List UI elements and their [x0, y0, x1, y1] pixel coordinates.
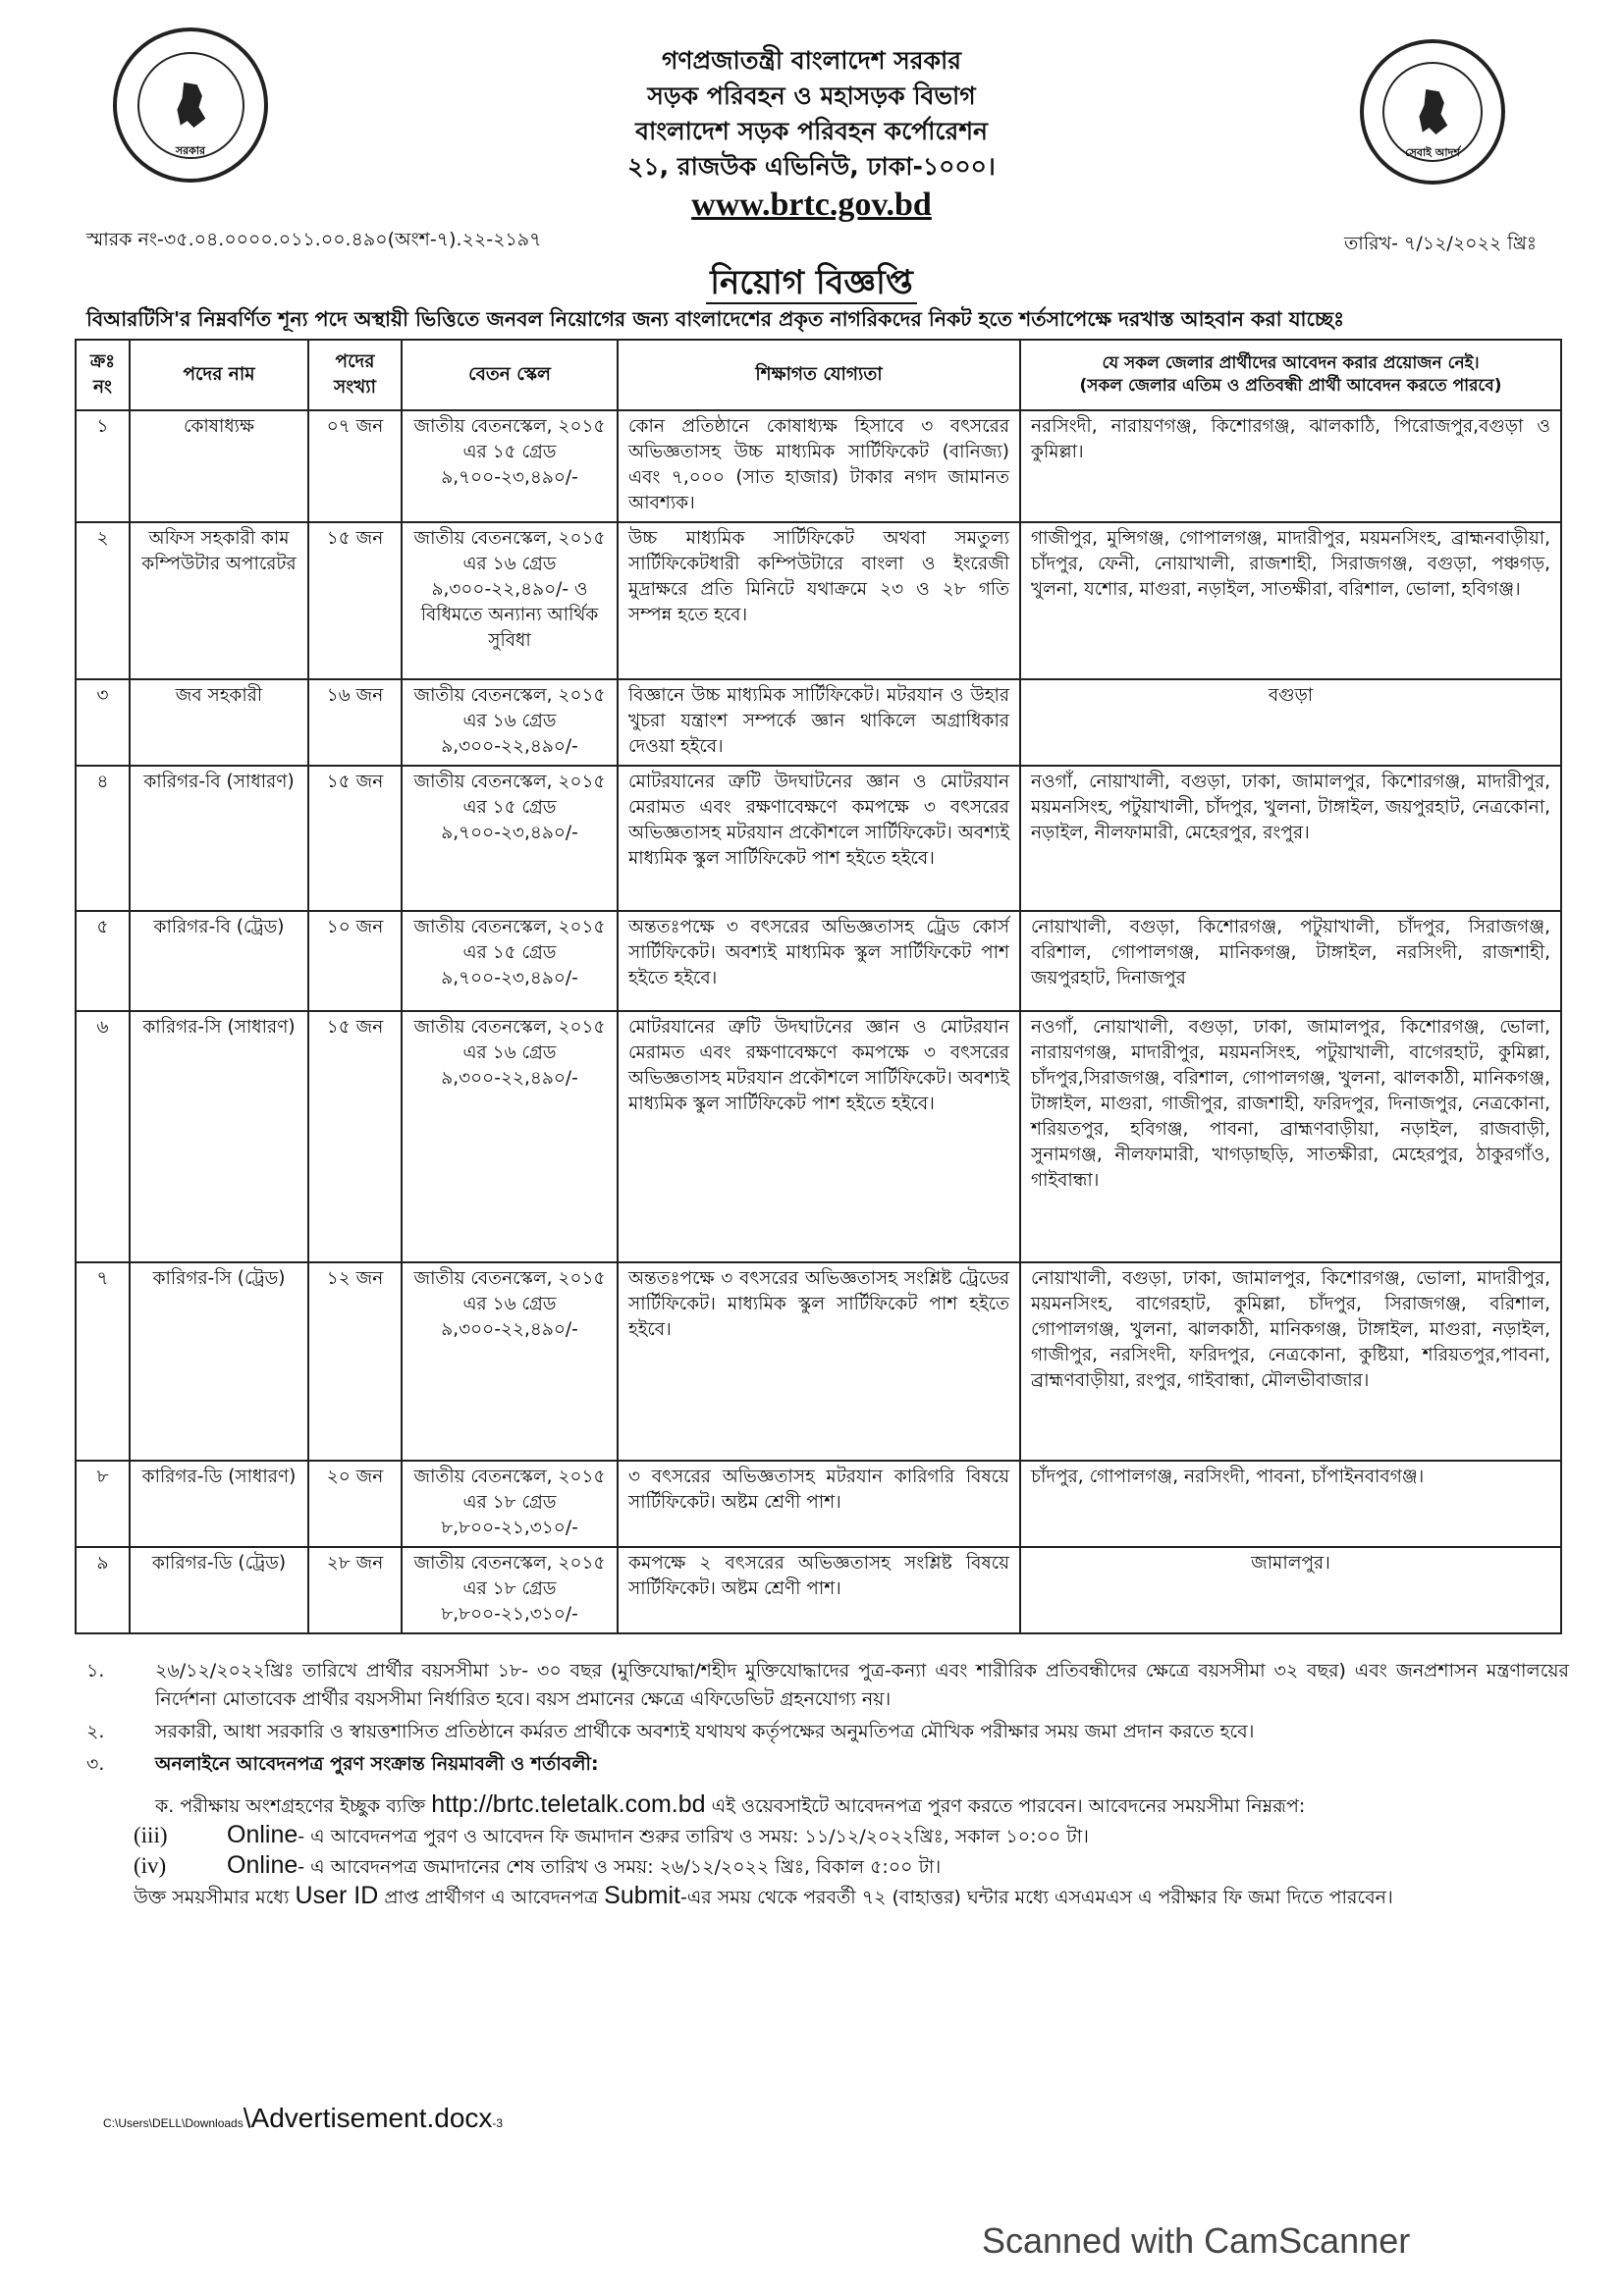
- cell-count: ১৫ জন: [308, 766, 402, 911]
- camscanner-watermark: Scanned with CamScanner: [982, 2220, 1411, 2261]
- note-3: ৩. অনলাইনে আবেদনপত্র পুরণ সংক্রান্ত নিয়মাবলী ও শর্তাবলী:: [86, 1753, 599, 1775]
- cell-count: ২৮ জন: [308, 1547, 402, 1633]
- cell-count: ১০ জন: [308, 911, 402, 1011]
- page-title: নিয়োগ বিজ্ঞপ্তি: [0, 257, 1623, 313]
- cell-sl: ৪: [76, 766, 130, 911]
- vacancy-table: [75, 339, 1562, 1634]
- cell-pay: জাতীয় বেতনস্কেল, ২০১৫ এর ১৬ গ্রেড ৯,৩০০-২২,৪৯০/-: [402, 1011, 618, 1262]
- cell-districts: বগুড়া: [1020, 679, 1561, 766]
- cell-edu: মোটরযানের ত্রুটি উদঘাটনের জ্ঞান ও মোটরযান মেরামত এবং রক্ষণাবেক্ষণে কমপক্ষে ৩ বৎসরের অভিজ্ঞতাসহ মটরযান প্রকৌশলে সার্টিফিকেট। অবশ্যই মাধ্যমিক স্কুল সার্টিফিকেট পাশ হইতে হইবে।: [618, 766, 1020, 911]
- cell-pay: জাতীয় বেতনস্কেল, ২০১৫ এর ১৮ গ্রেড ৮,৮০০-২১,৩১০/-: [402, 1461, 618, 1547]
- cell-edu: মোটরযানের ত্রুটি উদঘাটনের জ্ঞান ও মোটরযান মেরামত এবং রক্ষণাবেক্ষণে কমপক্ষে ৩ বৎসরের অভিজ্ঞতাসহ মটরযান প্রকৌশলে সার্টিফিকেট। অবশ্যই মাধ্যমিক স্কুল সার্টিফিকেট পাশ হইতে হইবে।: [618, 1011, 1020, 1262]
- cell-edu: উচ্চ মাধ্যমিক সার্টিফিকেট অথবা সমতুল্য সার্টিফিকেটধারী কম্পিউটারে বাংলা ও ইংরেজী মুদ্রাক্ষরে প্রতি মিনিটে যথাক্রমে ২৩ ও ২৮ গতি সম্পন্ন হতে হবে।: [618, 522, 1020, 679]
- cell-sl: ৯: [76, 1547, 130, 1633]
- note-2: ২. সরকারী, আধা সরকারি ও স্বায়ত্তশাসিত প্রতিষ্ঠানে কর্মরত প্রার্থীকে অবশ্যই যথাযথ কর্তৃপক্ষের অনুমতিপত্র মৌখিক পরীক্ষার সময় জমা প্রদান করতে হবে।: [86, 1721, 1255, 1742]
- teletalk-link[interactable]: http://brtc.teletalk.com.bd: [431, 1790, 706, 1818]
- cell-pay: জাতীয় বেতনস্কেল, ২০১৫ এর ১৬ গ্রেড ৯,৩০০-২২,৪৯০/- ও বিধিমতে অন্যান্য আর্থিক সুবিধা: [402, 522, 618, 679]
- memo-number: স্মারক নং-৩৫.০৪.০০০০.০১১.০০.৪৯০(অংশ-৭).২২-২১৯৭: [86, 229, 542, 250]
- cell-districts: গাজীপুর, মুন্সিগঞ্জ, গোপালগঞ্জ, মাদারীপুর, ময়মনসিংহ, ব্রাহ্মনবাড়ীয়া, চাঁদপুর, ফেনী, নোয়াখালী, রাজশাহী, সিরাজগঞ্জ, বগুড়া, পঞ্চগড়, খুলনা, যশোর, মাগুরা, নড়াইল, সাতক্ষীরা, বরিশাল, ভোলা, হবিগঞ্জ।: [1020, 522, 1561, 679]
- notes-section: [86, 1657, 1569, 1912]
- left-logo-text: সরকার: [175, 144, 206, 157]
- cell-edu: অন্ততঃপক্ষে ৩ বৎসরের অভিজ্ঞতাসহ সংশ্লিষ্ট ট্রেডের সার্টিফিকেট। মাধ্যমিক স্কুল সার্টিফিকেট পাশ হইতে হইবে।: [618, 1262, 1020, 1461]
- cell-edu: ৩ বৎসরের অভিজ্ঞতাসহ মটরযান কারিগরি বিষয়ে সার্টিফিকেট। অষ্টম শ্রেণী পাশ।: [618, 1461, 1020, 1547]
- cell-pay: জাতীয় বেতনস্কেল, ২০১৫ এর ১৬ গ্রেড ৯,৩০০-২২,৪৯০/-: [402, 679, 618, 766]
- cell-count: ১২ জন: [308, 1262, 402, 1461]
- cell-post: কোষাধ্যক্ষ: [130, 410, 308, 522]
- cell-pay: জাতীয় বেতনস্কেল, ২০১৫ এর ১৬ গ্রেড ৯,৩০০-২২,৪৯০/-: [402, 1262, 618, 1461]
- note-1: ১. ২৬/১২/২০২২খ্রিঃ তারিখে প্রার্থীর বয়সসীমা ১৮- ৩০ বছর (মুক্তিযোদ্ধা/শহীদ মুক্তিযোদ্ধাদের পুত্র-কন্যা এবং শারীরিক প্রতিবন্ধীদের ক্ষেত্রে বয়সসীমা ৩২ বছর) এবং জনপ্রশাসন মন্ত্রণালয়ের নির্দেশনা মোতাবেক প্রার্থীর বয়সসীমা নির্ধারিত হবে। বয়স প্রমানের ক্ষেত্রে এফিডেভিট গ্রহনযোগ্য নয়।: [86, 1660, 1569, 1710]
- cell-count: ২০ জন: [308, 1461, 402, 1547]
- note-3-final: উক্ত সময়সীমার মধ্যে User ID প্রাপ্ত প্রার্থীগণ এ আবেদনপত্র Submit-এর সময় থেকে পরবর্তী ৭২ (বাহাত্তর) ঘন্টার মধ্যে এসএমএস এ পরীক্ষার ফি জমা দিতে পারবেন।: [134, 1882, 1393, 1909]
- cell-pay: জাতীয় বেতনস্কেল, ২০১৫ এর ১৫ গ্রেড ৯,৭০০-২৩,৪৯০/-: [402, 410, 618, 522]
- note-3-iv: (iv) Online- এ আবেদনপত্র জমাদানের শেষ তারিখ ও সময়: ২৬/১২/২০২২ খ্রিঃ, বিকাল ৫:০০ টা।: [134, 1851, 942, 1879]
- cell-count: ১৫ জন: [308, 522, 402, 679]
- cell-post: কারিগর-বি (সাধারণ): [130, 766, 308, 911]
- table-header-row: [76, 340, 1561, 410]
- table-row: [76, 766, 1561, 911]
- table-row: [76, 1461, 1561, 1547]
- col-header-districts: যে সকল জেলার প্রার্থীদের আবেদন করার প্রয়োজন নেই। (সকল জেলার এতিম ও প্রতিবন্ধী প্রার্থী আবেদন করতে পারবে): [1020, 340, 1561, 410]
- cell-count: ১৬ জন: [308, 679, 402, 766]
- intro-text: বিআরটিসি'র নিম্নবর্ণিত শূন্য পদে অস্থায়ী ভিত্তিতে জনবল নিয়োগের জন্য বাংলাদেশের প্রকৃত নাগরিকদের নিকট হতে শর্তসাপেক্ষে দরখাস্ত আহবান করা যাচ্ছেঃ: [86, 307, 1345, 331]
- cell-sl: ৭: [76, 1262, 130, 1461]
- cell-count: ০৭ জন: [308, 410, 402, 522]
- cell-sl: ১: [76, 410, 130, 522]
- header-corporation: বাংলাদেশ সড়ক পরিবহন কর্পোরেশন: [635, 117, 988, 145]
- cell-districts: নরসিংদী, নারায়ণগঞ্জ, কিশোরগঞ্জ, ঝালকাঠি, পিরোজপুর,বগুড়া ও কুমিল্লা।: [1020, 410, 1561, 522]
- cell-districts: নওগাঁ, নোয়াখালী, বগুড়া, ঢাকা, জামালপুর, কিশোরগঞ্জ, মাদারীপুর, ময়মনসিংহ, পটুয়াখালী, চাঁদপুর, খুলনা, টাঙ্গাইল, জয়পুরহাট, নেত্রকোনা, নড়াইল, নীলফামারী, মেহেরপুর, রংপুর।: [1020, 766, 1561, 911]
- cell-post: জব সহকারী: [130, 679, 308, 766]
- cell-edu: বিজ্ঞানে উচ্চ মাধ্যমিক সার্টিফিকেট। মটরযান ও উহার খুচরা যন্ত্রাংশ সম্পর্কে জ্ঞান থাকিলে অগ্রাধিকার দেওয়া হইবে।: [618, 679, 1020, 766]
- cell-sl: ৩: [76, 679, 130, 766]
- header-division: সড়ক পরিবহন ও মহাসড়ক বিভাগ: [647, 81, 976, 110]
- cell-post: কারিগর-ডি (ট্রেড): [130, 1547, 308, 1633]
- cell-edu: অন্ততঃপক্ষে ৩ বৎসরের অভিজ্ঞতাসহ ট্রেড কোর্স সার্টিফিকেট। অবশ্যই মাধ্যমিক স্কুল সার্টিফিকেট পাশ হইতে হইবে।: [618, 911, 1020, 1011]
- col-header-pay: বেতন স্কেল: [402, 340, 618, 410]
- cell-districts: নোয়াখালী, বগুড়া, ঢাকা, জামালপুর, কিশোরগঞ্জ, ভোলা, মাদারীপুর, ময়মনসিংহ, বাগেরহাট, কুমিল্লা, চাঁদপুর, সিরাজগঞ্জ, বরিশাল, গোপালগঞ্জ, খুলনা, ঝালকাঠী, মানিকগঞ্জ, টাঙ্গাইল, মাগুরা, নড়াইল, গাজীপুর, নরসিংদী, ফরিদপুর, নেত্রকোনা, কুষ্টিয়া, শরিয়তপুর,পাবনা, ব্রাহ্মণবাড়ীয়া, রংপুর, গাইবান্ধা, মৌলভীবাজার।: [1020, 1262, 1561, 1461]
- cell-sl: ৬: [76, 1011, 130, 1262]
- table-row: [76, 522, 1561, 679]
- col-header-post: পদের নাম: [130, 340, 308, 410]
- table-row: [76, 1011, 1561, 1262]
- table-row: [76, 1547, 1561, 1633]
- notice-date: তারিখ- ৭/১২/২০২২ খ্রিঃ: [1343, 233, 1537, 254]
- header-govt: গণপ্রজাতন্ত্রী বাংলাদেশ সরকার: [662, 46, 961, 75]
- file-path-footer: C:\Users\DELL\Downloads\Advertisement.docx-3: [103, 2103, 504, 2133]
- cell-post: কারিগর-বি (ট্রেড): [130, 911, 308, 1011]
- cell-districts: নোয়াখালী, বগুড়া, কিশোরগঞ্জ, পটুয়াখালী, চাঁদপুর, সিরাজগঞ্জ, বরিশাল, গোপালগঞ্জ, মানিকগঞ্জ, টাঙ্গাইল, নরসিংদী, রাজশাহী, জয়পুরহাট, দিনাজপুর: [1020, 911, 1561, 1011]
- cell-districts: নওগাঁ, নোয়াখালী, বগুড়া, ঢাকা, জামালপুর, কিশোরগঞ্জ, ভোলা, নারায়ণগঞ্জ, মাদারীপুর, ময়মনসিংহ, পটুয়াখালী, বাগেরহাট, কুমিল্লা, চাঁদপুর,সিরাজগঞ্জ, বরিশাল, গোপালগঞ্জ, খুলনা, ঝালকাঠী, মানিকগঞ্জ, টাঙ্গাইল, মাগুরা, গাজীপুর, রাজশাহী, ফরিদপুর, দিনাজপুর, নেত্রকোনা, শরিয়তপুর, হবিগঞ্জ, পাবনা, ব্রাহ্মণবাড়ীয়া, নড়াইল, রাজবাড়ী, সুনামগঞ্জ, নীলফামারী, খাগড়াছড়ি, সাতক্ষীরা, মেহেরপুর, ঠাকুরগাঁও, গাইবান্ধা।: [1020, 1011, 1561, 1262]
- cell-post: কারিগর-সি (সাধারণ): [130, 1011, 308, 1262]
- cell-sl: ২: [76, 522, 130, 679]
- col-header-sl: ক্রঃ নং: [76, 340, 130, 410]
- note-3-ka: ক. পরীক্ষায় অংশগ্রহণের ইচ্ছুক ব্যক্তি http://brtc.teletalk.com.bd এই ওয়েবসাইটে আবেদনপত্র পুরণ করতে পারবেন। আবেদনের সময়সীমা নিম্নরূপ:: [155, 1790, 1306, 1818]
- right-logo-text: সেবাই আদর্শ: [1405, 146, 1460, 159]
- cell-edu: কোন প্রতিষ্ঠানে কোষাধ্যক্ষ হিসাবে ৩ বৎসরের অভিজ্ঞতাসহ উচ্চ মাধ্যমিক সার্টিফিকেট (বানিজ্য) এবং ৭,০০০ (সাত হাজার) টাকার নগদ জামানত আবশ্যক।: [618, 410, 1020, 522]
- col-header-edu: শিক্ষাগত যোগ্যতা: [618, 340, 1020, 410]
- cell-sl: ৮: [76, 1461, 130, 1547]
- cell-pay: জাতীয় বেতনস্কেল, ২০১৫ এর ১৫ গ্রেড ৯,৭০০-২৩,৪৯০/-: [402, 911, 618, 1011]
- cell-count: ১৫ জন: [308, 1011, 402, 1262]
- header-website: www.brtc.gov.bd: [691, 187, 932, 223]
- table-row: [76, 911, 1561, 1011]
- cell-post: কারিগর-ডি (সাধারণ): [130, 1461, 308, 1547]
- cell-pay: জাতীয় বেতনস্কেল, ২০১৫ এর ১৮ গ্রেড ৮,৮০০-২১,৩১০/-: [402, 1547, 618, 1633]
- table-row: [76, 1262, 1561, 1461]
- cell-districts: জামালপুর।: [1020, 1547, 1561, 1633]
- table-row: [76, 679, 1561, 766]
- cell-edu: কমপক্ষে ২ বৎসরের অভিজ্ঞতাসহ সংশ্লিষ্ট বিষয়ে সার্টিফিকেট। অষ্টম শ্রেণী পাশ।: [618, 1547, 1020, 1633]
- cell-pay: জাতীয় বেতনস্কেল, ২০১৫ এর ১৫ গ্রেড ৯,৭০০-২৩,৪৯০/-: [402, 766, 618, 911]
- note-3-iii: (iii) Online- এ আবেদনপত্র পুরণ ও আবেদন ফি জমাদান শুরুর তারিখ ও সময়: ১১/১২/২০২২খ্রিঃ, সকাল ১০:০০ টা।: [134, 1821, 1089, 1848]
- cell-sl: ৫: [76, 911, 130, 1011]
- table-row: [76, 410, 1561, 522]
- cell-districts: চাঁদপুর, গোপালগঞ্জ, নরসিংদী, পাবনা, চাঁপাইনবাবগঞ্জ।: [1020, 1461, 1561, 1547]
- cell-post: অফিস সহকারী কাম কম্পিউটার অপারেটর: [130, 522, 308, 679]
- col-header-count: পদের সংখ্যা: [308, 340, 402, 410]
- cell-post: কারিগর-সি (ট্রেড): [130, 1262, 308, 1461]
- header-address: ২১, রাজউক এভিনিউ, ঢাকা-১০০০।: [627, 152, 996, 181]
